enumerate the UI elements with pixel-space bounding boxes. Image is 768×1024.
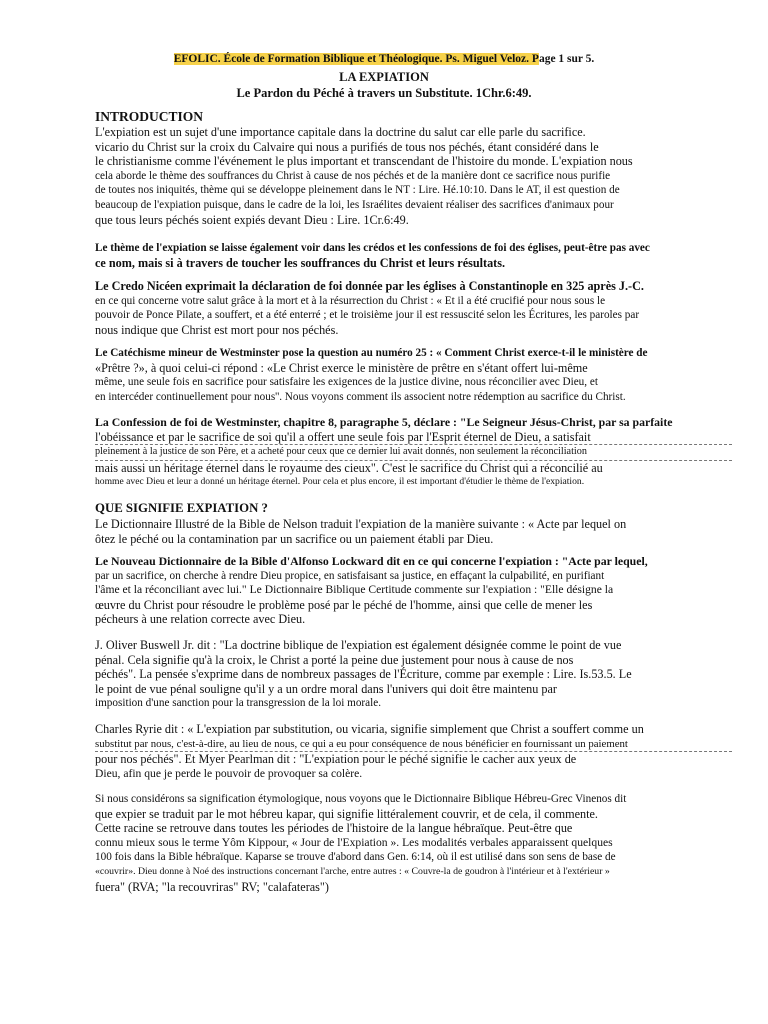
text-line: imposition d'une sanction pour la transgression de la loi morale. [95, 697, 381, 710]
text-line: «Prêtre ?», à quoi celui-ci répond : «Le Christ exerce le ministère de prêtre en s'étant offert lui-même [95, 360, 588, 375]
text-line: 100 fois dans la Bible hébraïque. Kaparse se trouve d'abord dans Gen. 6:14, où il est utilisé dans son sens de base de [95, 851, 616, 864]
text-line: en intercéder continuellement pour nous''. Nous voyons comment ils associent notre rédemption au sacrifice du Christ. [95, 390, 626, 403]
text-line: substitut par nous, c'est-à-dire, au lieu de nous, ce qui a eu pour conséquence de nous bénéficier en fournissant un paiement [95, 737, 732, 753]
ryrie-paragraph [95, 722, 732, 781]
text-line: L'expiation est un sujet d'une importance capitale dans la doctrine du salut car elle parle du sacrifice. [95, 125, 586, 139]
text-line: Dieu, afin que je perde le pouvoir de provoquer sa colère. [95, 766, 363, 780]
text-line: le point de vue pénal souligne qu'il y a un ordre moral dans l'univers qui doit être maintenu par [95, 681, 557, 696]
document-title: LA EXPIATION [339, 70, 429, 84]
que-signifie-heading: QUE SIGNIFIE EXPIATION ? [95, 501, 268, 515]
confession-paragraph [95, 415, 732, 490]
header-highlighted-text: EFOLIC. École de Formation Biblique et Théologique. Ps. Miguel Veloz. P [173, 53, 539, 65]
text-line: de toutes nos iniquités, thème qui se développe pleinement dans le NT : Lire. Hé.10:10. Dans le AT, il est question de [95, 184, 620, 197]
text-line: ôtez le péché ou la contamination par un sacrifice ou un paiement établi par Dieu. [95, 531, 494, 546]
text-line: cela aborde le thème des souffrances du Christ à cause de nos péchés et de la manière dont ce sacrifice nous purifie [95, 169, 611, 182]
text-line: mais aussi un héritage éternel dans le royaume des cieux". C'est le sacrifice du Christ qui a réconcilié au [95, 460, 603, 475]
text-line: pour nos péchés". Et Myer Pearlman dit : "L'expiation pour le péché signifie le cacher aux yeux de [95, 752, 577, 767]
theme-paragraph [95, 241, 732, 270]
text-line: pleinement à la justice de son Père, et a acheté pour ceux que ce dernier lui avait donnés, non seulement la réconciliation [95, 445, 732, 461]
text-line: «couvrir». Dieu donne à Noé des instructions concernant l'arche, entre autres : « Couvre-la de goudron à l'intérieur et à l'extérieur » [95, 865, 610, 877]
text-line: que expier se traduit par le mot hébreu kapar, qui signifie littéralement couvrir, et de cela, il commente. [95, 806, 598, 821]
text-line: Charles Ryrie dit : « L'expiation par substitution, ou vicaria, signifie simplement que Christ a souffert comme un [95, 722, 644, 736]
text-line: pouvoir de Ponce Pilate, a souffert, et a été enterré ; et le troisième jour il est ressuscité selon les Écritures, les paroles par [95, 309, 640, 322]
text-line: vicario du Christ sur la croix du Calvaire qui nous a purifiés de tous nos péchés, étant considéré dans le [95, 139, 599, 154]
text-line: l'obéissance et par le sacrifice de soi qu'il a offert une seule fois par l'Esprit éternel de Dieu, a satisfait [95, 430, 732, 446]
document-subtitle: Le Pardon du Péché à travers un Substitute. 1Chr.6:49. [236, 86, 532, 100]
intro-heading: INTRODUCTION [95, 109, 204, 124]
text-line: que tous leurs péchés soient expiés devant Dieu : Lire. 1Cr.6:49. [95, 212, 409, 227]
text-line: le christianisme comme l'événement le plus important et transcendant de l'histoire du monde. L'expiation nous [95, 154, 633, 169]
page-header [0, 53, 768, 65]
text-line: Cette racine se retrouve dans toutes les périodes de l'histoire de la langue hébraïque. Peut-être que [95, 821, 573, 836]
nelson-paragraph [95, 517, 732, 546]
catechisme-paragraph [95, 346, 732, 404]
lockward-paragraph [95, 554, 732, 627]
text-line: J. Oliver Buswell Jr. dit : "La doctrine biblique de l'expiation est également désignée comme le point de vue [95, 638, 622, 652]
text-line: nous indique que Christ est mort pour nos péchés. [95, 322, 339, 337]
text-line: fuera" (RVA; "la recouvriras" RV; "calafateras") [95, 879, 329, 894]
text-line: beaucoup de l'expiation puisque, dans le cadre de la loi, les Israélites devaient réaliser des sacrifices d'animaux pour [95, 198, 614, 211]
text-line: pécheurs à une relation correcte avec Dieu. [95, 612, 306, 627]
text-line: en ce qui concerne votre salut grâce à la mort et à la résurrection du Christ : « Et il a été crucifié pour nous sous le [95, 294, 606, 307]
text-line: pénal. Cela signifie qu'à la croix, le Christ a porté la peine due justement pour nous à cause de nos [95, 652, 574, 667]
text-line: l'âme et la réconciliant avec lui." Le Dictionnaire Biblique Certitude commente sur l'expiation : "Elle désigne la [95, 583, 614, 597]
credo-heading: Le Credo Nicéen exprimait la déclaration de foi donnée par les églises à Constantinople en 325 après J.-C. [95, 279, 644, 293]
text-line: Le thème de l'expiation se laisse également voir dans les crédos et les confessions de foi des églises, peut-être pas avec [95, 242, 650, 254]
catechisme-heading: Le Catéchisme mineur de Westminster pose la question au numéro 25 : « Comment Christ exerce-t-il le ministère de [95, 347, 648, 359]
text-line: par un sacrifice, on cherche à rendre Dieu propice, en satisfaisant sa justice, en effaçant la culpabilité, en purifiant [95, 569, 605, 582]
text-line: Le Dictionnaire Illustré de la Bible de Nelson traduit l'expiation de la manière suivante : « Acte par lequel on [95, 517, 627, 531]
text-line: ce nom, mais si à travers de toucher les souffrances du Christ et leurs résultats. [95, 255, 506, 270]
credo-paragraph [95, 279, 732, 337]
lockward-heading: Le Nouveau Dictionnaire de la Bible d'Alfonso Lockward dit en ce qui concerne l'expiation : "Acte par lequel, [95, 554, 648, 568]
text-line: péchés". La pensée s'exprime dans de nombreux passages de l'Écriture, comme par exemple : Lire. Is.53.5. Le [95, 667, 632, 682]
confession-heading: La Confession de foi de Westminster, chapitre 8, paragraphe 5, déclare : "Le Seigneur Jésus-Christ, par sa parfaite [95, 415, 673, 429]
intro-paragraph [95, 125, 732, 227]
text-line: connu mieux sous le terme Yôm Kippour, « Jour de l'Expiation ». Les modalités verbales apparaissent quelques [95, 835, 613, 849]
text-line: même, une seule fois en sacrifice pour satisfaire les exigences de la justice divine, nous réconcilier avec Dieu, et [95, 376, 598, 389]
header-page-number: age 1 sur 5. [538, 53, 595, 65]
text-line: homme avec Dieu et leur a donné un héritage éternel. Pour cela et plus encore, il est important d'étudier le thème de l'expiation. [95, 476, 585, 488]
text-line: Si nous considérons sa signification étymologique, nous voyons que le Dictionnaire Biblique Hébreu-Grec Vinenos dit [95, 793, 627, 805]
etymology-paragraph [95, 792, 732, 894]
text-line: œuvre du Christ pour résoudre le problème posé par le péché de l'homme, ainsi que celle de mener les [95, 597, 593, 612]
buswell-paragraph [95, 638, 732, 711]
